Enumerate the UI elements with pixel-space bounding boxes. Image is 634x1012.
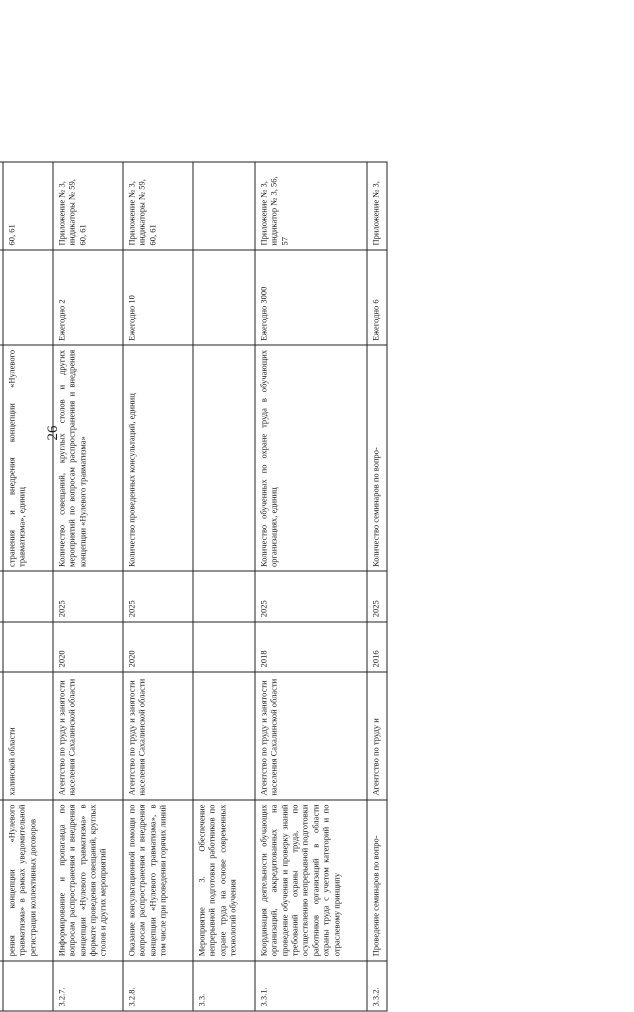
cell-responsible: Агентство по труду и занятости населения Сахалинской области: [53, 672, 123, 800]
rotated-table-sheet: [0, 162, 392, 1012]
cell-desc: [193, 345, 255, 571]
cell-desc: странения и внедрения концепции «Нулевого травматизма», единиц: [3, 345, 53, 571]
cell-num: 3.3.: [193, 961, 255, 1011]
cell-num: 3.2.7.: [53, 961, 123, 1011]
cell-end: 2025: [123, 571, 193, 621]
cell-link: Приложение № 3, индикаторы № 59, 60, 61: [53, 162, 123, 250]
cell-num: 3.3.2.: [367, 961, 387, 1011]
cell-desc: Количество обученных по охране труда в обучающих организациях, единиц: [255, 345, 367, 571]
cell-start: 2016: [367, 622, 387, 672]
cell-name: Координация деятельности обучающих организаций, аккредитованных на проведение обучения и проверку знаний требований охраны труда, по осуществлению непрерывной подготовки работников организаций в области охраны труда с учетом категорий и по отраслевому принципу: [255, 800, 367, 961]
table-row: [193, 162, 255, 1011]
cell-start: 2018: [255, 622, 367, 672]
cell-start: [3, 622, 53, 672]
cell-start: [193, 622, 255, 672]
cell-qty: [193, 250, 255, 345]
cell-num: 3.3.1.: [255, 961, 367, 1011]
cell-name: Оказание консультационной помощи по вопросам распространения и внедрения концепции «Нулевого травматизма», в том числе при проведении горячих линий: [123, 800, 193, 961]
cell-qty: Ежегодно 10: [123, 250, 193, 345]
cell-link: 60, 61: [3, 162, 53, 250]
cell-link: Приложение № 3,: [367, 162, 387, 250]
cell-desc: Количество проведенных консультаций, единиц: [123, 345, 193, 571]
cell-desc: Количество совещаний, круглых столов и других мероприятий по вопросам распространения и внедрения концепции «Нулевого травматизма»: [53, 345, 123, 571]
cell-name: Проведение семинаров по вопро-: [367, 800, 387, 961]
cell-start: 2020: [123, 622, 193, 672]
cell-responsible: [193, 672, 255, 800]
table-row: [123, 162, 193, 1011]
cell-num: 3.2.8.: [123, 961, 193, 1011]
cell-end: [3, 571, 53, 621]
table-row: [255, 162, 367, 1011]
table-row: [53, 162, 123, 1011]
cell-name: Информирование и пропаганда по вопросам распространения и внедрения концепции «Нулевого травматизма» в формате проведения совещаний, круглых столов и других мероприятий: [53, 800, 123, 961]
cell-responsible: Агентство по труду и: [367, 672, 387, 800]
cell-end: 2025: [255, 571, 367, 621]
cell-start: 2020: [53, 622, 123, 672]
cell-qty: Ежегодно 2: [53, 250, 123, 345]
cell-responsible: халинской области: [3, 672, 53, 800]
cell-end: 2025: [53, 571, 123, 621]
cell-name: Мероприятие 3. Обеспечение непрерывной подготовки работников по охране труда на основе современных технологий обучения: [193, 800, 255, 961]
cell-desc: Количество семинаров по вопро-: [367, 345, 387, 571]
cell-end: [193, 571, 255, 621]
table-row: [367, 162, 387, 1011]
cell-num: [3, 961, 53, 1011]
cell-name: рения концепции «Нулевого травматизма» в рамках уведомительной регистрации коллективных договоров: [3, 800, 53, 961]
table-row: [3, 162, 53, 1011]
cell-link: Приложение № 3, индикатор № 3, 56, 57: [255, 162, 367, 250]
cell-link: Приложение № 3, индикаторы № 59, 60, 61: [123, 162, 193, 250]
cell-qty: Ежегодно 6: [367, 250, 387, 345]
cell-end: 2025: [367, 571, 387, 621]
cell-link: [193, 162, 255, 250]
page-number: 26: [44, 425, 61, 441]
cell-qty: Ежегодно 3000: [255, 250, 367, 345]
cell-qty: [3, 250, 53, 345]
cell-responsible: Агентство по труду и занятости населения Сахалинской области: [255, 672, 367, 800]
measures-table: [0, 162, 388, 1012]
cell-responsible: Агентство по труду и занятости населения Сахалинской области: [123, 672, 193, 800]
